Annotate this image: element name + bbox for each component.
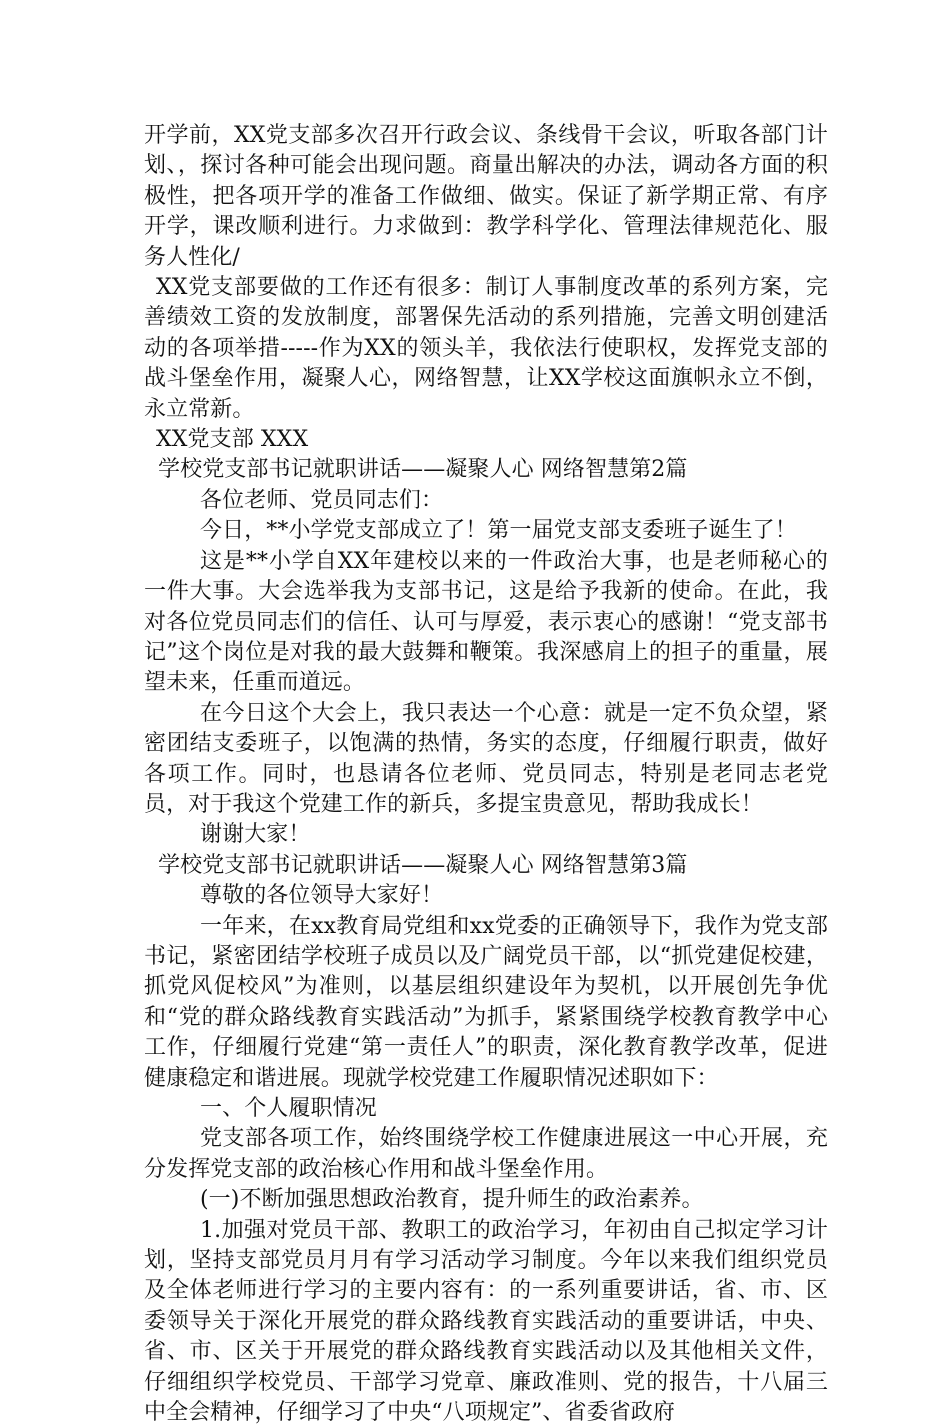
closing-line: 谢谢大家！ xyxy=(200,822,311,848)
salutation: 尊敬的各位领导大家好！ xyxy=(200,883,444,909)
paragraph: XX党支部要做的工作还有很多：制订人事制度改革的系列方案，完善绩效工资的发放制度，部署保先活动的系列措施，完善文明创建活动的各项举措-----作为XX的领头羊，我依法行使职权，发挥党支部的战斗堡垒作用，凝聚人心，网络智慧，让XX学校这面旗帜永立不倒，永立常新。 xyxy=(144,275,828,422)
section-heading: 学校党支部书记就职讲话——凝聚人心 网络智慧第3篇 xyxy=(158,852,688,878)
paragraph: 党支部各项工作，始终围绕学校工作健康进展这一中心开展，充分发挥党支部的政治核心作用和战斗堡垒作用。 xyxy=(144,1126,828,1182)
paragraph: 这是**小学自XX年建校以来的一件政治大事，也是老师秘心的一件大事。大会选举我为支部书记，这是给予我新的使命。在此，我对各位党员同志们的信任、认可与厚爱，表示衷心的感谢！“党支部书记”这个岗位是对我的最大鼓舞和鞭策。我深感肩上的担子的重量，展望未来，任重而道远。 xyxy=(144,548,828,696)
subheading: 一、个人履职情况 xyxy=(200,1096,377,1121)
signature-line: XX党支部 XXX xyxy=(156,427,309,453)
paragraph: 开学前，XX党支部多次召开行政会议、条线骨干会议，听取各部门计划、，探讨各种可能会出现问题。商量出解决的办法，调动各方面的积极性，把各项开学的准备工作做细、做实。保证了新学期正常、有序开学，课改顺利进行。力求做到：教学科学化、管理法律规范化、服务人性化/ xyxy=(144,123,828,270)
paragraph: 在今日这个大会上，我只表达一个心意：就是一定不负众望，紧密团结支委班子，以饱满的热情，务实的态度，仔细履行职责，做好各项工作。同时，也恳请各位老师、党员同志，特别是老同志老党员，对于我这个党建工作的新兵，多提宝贵意见，帮助我成长！ xyxy=(144,700,828,817)
paragraph: 1.加强对党员干部、教职工的政治学习，年初由自己拟定学习计划，坚持支部党员月月有学习活动学习制度。今年以来我们组织党员及全体老师进行学习的主要内容有：的一系列重要讲话，省、市、区委领导关于深化开展党的群众路线教育实践活动的重要讲话，中央、省、市、区关于开展党的群众路线教育实践活动以及其他相关文件，仔细组织学校党员、干部学习党章、廉政准则、党的报告，十八届三中全会精神，仔细学习了中央“八项规定”、省委省政府 xyxy=(144,1217,828,1426)
subheading: (一)不断加强思想政治教育，提升师生的政治素养。 xyxy=(200,1187,704,1213)
paragraph: 一年来，在xx教育局党组和xx党委的正确领导下，我作为党支部书记，紧密团结学校班子成员以及广阔党员干部，以“抓党建促校建，抓党风促校风”为准则，以基层组织建设年为契机，以开展创先争优和“党的群众路线教育实践活动”为抓手，紧紧围绕学校教育教学中心工作，仔细履行党建“第一责任人”的职责，深化教育教学改革，促进健康稳定和谐进展。现就学校党建工作履职情况述职如下： xyxy=(144,913,828,1091)
document-body xyxy=(144,121,828,1428)
salutation: 各位老师、党员同志们： xyxy=(200,487,444,513)
section-heading: 学校党支部书记就职讲话——凝聚人心 网络智慧第2篇 xyxy=(158,457,688,483)
paragraph: 今日，**小学党支部成立了！第一届党支部支委班子诞生了！ xyxy=(200,518,797,544)
